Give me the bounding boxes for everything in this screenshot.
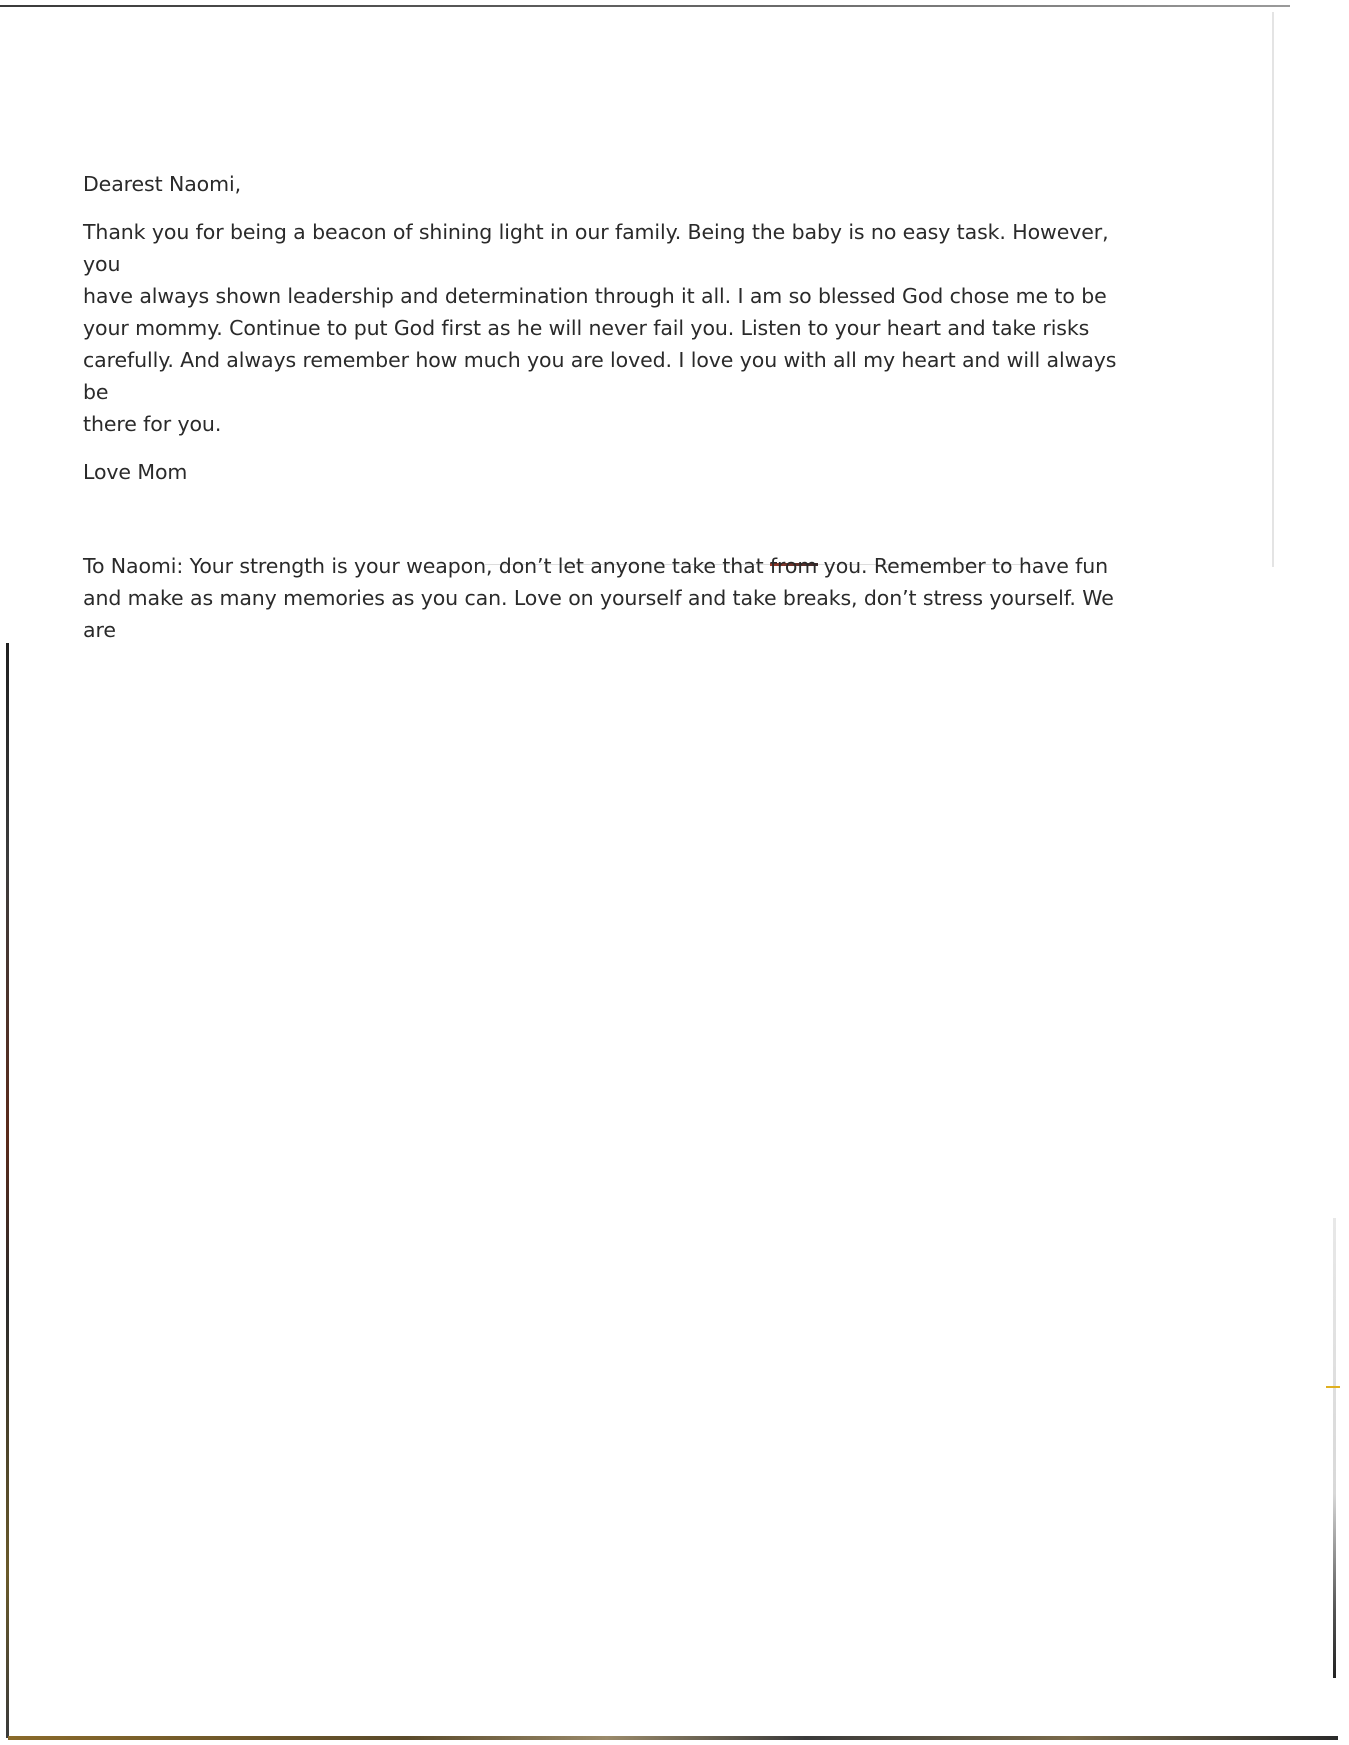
letter-body-line: have always shown leadership and determination through it all. I am so blessed God chose me to be — [83, 284, 1107, 308]
second-note-line: and make as many memories as you can. Love on yourself and take breaks, don’t stress yourself. We are — [83, 586, 1114, 642]
scan-right-edge — [1272, 12, 1274, 567]
letter-closing: Love Mom — [83, 460, 188, 484]
scan-yellow-mark — [1326, 1386, 1340, 1388]
letter-body — [83, 216, 1133, 440]
scan-left-edge — [6, 643, 9, 1738]
letter-body-line: there for you. — [83, 412, 222, 436]
second-note-line: To Naomi: Your strength is your weapon, don’t let anyone take that from you. Remember to have fun — [83, 554, 1109, 578]
second-note — [83, 550, 1133, 646]
letter-greeting: Dearest Naomi, — [83, 172, 242, 196]
scan-right-edge-lower — [1333, 1218, 1336, 1678]
letter-body-line: Thank you for being a beacon of shining light in our family. Being the baby is no easy task. However, you — [83, 220, 1109, 276]
letter — [83, 168, 1133, 646]
letter-body-line: your mommy. Continue to put God first as he will never fail you. Listen to your heart and take risks — [83, 316, 1090, 340]
scan-top-edge — [0, 5, 1290, 7]
scan-bottom-edge — [8, 1736, 1338, 1740]
letter-body-line: carefully. And always remember how much you are loved. I love you with all my heart and will always be — [83, 348, 1117, 404]
